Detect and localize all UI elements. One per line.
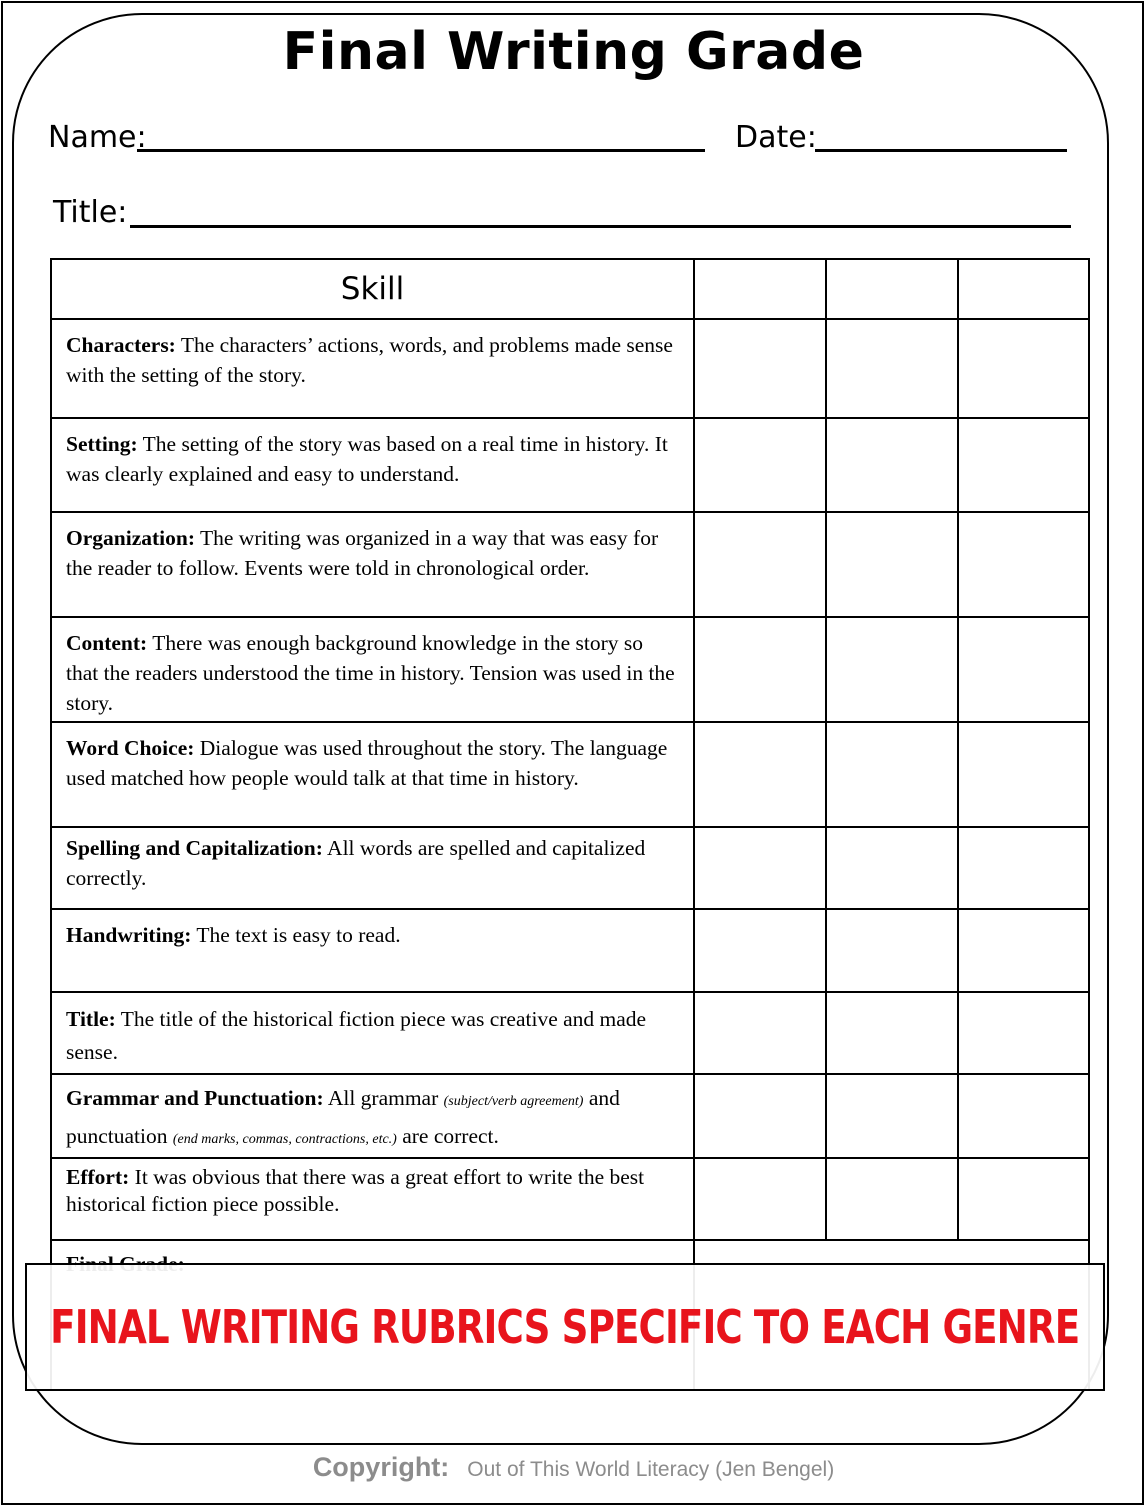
promo-banner	[25, 1263, 1105, 1391]
score-cell[interactable]	[826, 827, 958, 909]
score-header-cell[interactable]	[958, 259, 1089, 319]
skill-text: and punctuation	[66, 1086, 620, 1148]
score-header-cell[interactable]	[694, 259, 826, 319]
skill-name: Grammar and Punctuation:	[66, 1086, 324, 1110]
skill-name: Organization:	[66, 526, 195, 550]
skill-text: Dialogue was used throughout the story. The language used matched how people would talk at that time in history.	[66, 736, 668, 790]
score-cell[interactable]	[826, 909, 958, 992]
score-cell[interactable]	[694, 992, 826, 1074]
skill-description	[51, 909, 694, 992]
table-row	[51, 909, 1089, 992]
score-cell[interactable]	[958, 418, 1089, 512]
skill-description	[51, 418, 694, 512]
table-row	[51, 1158, 1089, 1240]
skill-description	[51, 992, 694, 1074]
score-cell[interactable]	[958, 992, 1089, 1074]
skill-header: Skill	[51, 259, 694, 319]
score-cell[interactable]	[826, 617, 958, 722]
skill-description	[51, 319, 694, 418]
score-cell[interactable]	[958, 512, 1089, 617]
skill-text: The setting of the story was based on a real time in history. It was clearly explained and easy to understand.	[66, 432, 668, 486]
table-header-row	[51, 259, 1089, 319]
score-cell[interactable]	[694, 1158, 826, 1240]
skill-description	[51, 722, 694, 827]
skill-description	[51, 617, 694, 722]
title-label: Title:	[53, 195, 128, 230]
skill-text: The writing was organized in a way that was easy for the reader to follow. Events were told in chronological order.	[66, 526, 659, 580]
table-row	[51, 722, 1089, 827]
table-row	[51, 617, 1089, 722]
table-row	[51, 319, 1089, 418]
score-cell[interactable]	[958, 827, 1089, 909]
score-cell[interactable]	[694, 909, 826, 992]
score-cell[interactable]	[958, 1158, 1089, 1240]
title-field-line[interactable]	[130, 225, 1071, 228]
score-cell[interactable]	[694, 1074, 826, 1158]
skill-name: Title:	[66, 1007, 116, 1031]
score-cell[interactable]	[694, 418, 826, 512]
score-cell[interactable]	[826, 1074, 958, 1158]
rubric-table	[50, 258, 1090, 1391]
score-cell[interactable]	[694, 617, 826, 722]
banner-text: FINAL WRITING RUBRICS SPECIFIC TO EACH GENRE	[50, 1300, 1080, 1354]
skill-name: Spelling and Capitalization:	[66, 836, 323, 860]
skill-text: All words are spelled and capitalized correctly.	[66, 836, 646, 890]
grammar-note: (subject/verb agreement)	[443, 1094, 584, 1109]
score-cell[interactable]	[694, 512, 826, 617]
score-cell[interactable]	[694, 319, 826, 418]
score-cell[interactable]	[826, 319, 958, 418]
date-field-line[interactable]	[815, 149, 1067, 152]
skill-name: Effort:	[66, 1165, 130, 1189]
skill-text: The text is easy to read.	[191, 923, 401, 947]
score-cell[interactable]	[694, 827, 826, 909]
name-label: Name:	[48, 120, 147, 155]
skill-description	[51, 827, 694, 909]
skill-text: It was obvious that there was a great effort to write the best historical fiction piece possible.	[66, 1165, 645, 1216]
skill-name: Handwriting:	[66, 923, 192, 947]
skill-description	[51, 512, 694, 617]
score-cell[interactable]	[958, 1074, 1089, 1158]
score-cell[interactable]	[958, 909, 1089, 992]
punctuation-note: (end marks, commas, contractions, etc.)	[172, 1132, 397, 1147]
table-row	[51, 418, 1089, 512]
skill-name: Word Choice:	[66, 736, 195, 760]
skill-name: Setting:	[66, 432, 138, 456]
table-row	[51, 827, 1089, 909]
skill-text: are correct.	[396, 1124, 499, 1148]
copyright-label: Copyright:	[312, 1452, 450, 1482]
score-cell[interactable]	[826, 512, 958, 617]
score-cell[interactable]	[826, 992, 958, 1074]
skill-text: All grammar	[323, 1086, 444, 1110]
date-label: Date:	[735, 120, 817, 155]
skill-name: Content:	[66, 631, 148, 655]
score-header-cell[interactable]	[826, 259, 958, 319]
copyright-owner: Out of This World Literacy (Jen Bengel)	[467, 1458, 835, 1481]
skill-name: Characters:	[66, 333, 176, 357]
score-cell[interactable]	[826, 418, 958, 512]
table-row	[51, 992, 1089, 1074]
skill-description	[51, 1074, 694, 1158]
score-cell[interactable]	[958, 722, 1089, 827]
score-cell[interactable]	[826, 1158, 958, 1240]
table-row	[51, 1074, 1089, 1158]
skill-description	[51, 1158, 694, 1240]
score-cell[interactable]	[958, 319, 1089, 418]
skill-text: The title of the historical fiction piece was creative and made sense.	[66, 1007, 647, 1064]
score-cell[interactable]	[826, 722, 958, 827]
copyright-footer	[0, 1452, 1147, 1483]
table-row	[51, 512, 1089, 617]
name-field-line[interactable]	[137, 149, 705, 152]
score-cell[interactable]	[694, 722, 826, 827]
skill-text: There was enough background knowledge in the story so that the readers understood the time in history. Tension was used in the story.	[66, 631, 675, 715]
skill-text: The characters’ actions, words, and problems made sense with the setting of the story.	[66, 333, 673, 387]
page-title: Final Writing Grade	[282, 22, 865, 82]
score-cell[interactable]	[958, 617, 1089, 722]
